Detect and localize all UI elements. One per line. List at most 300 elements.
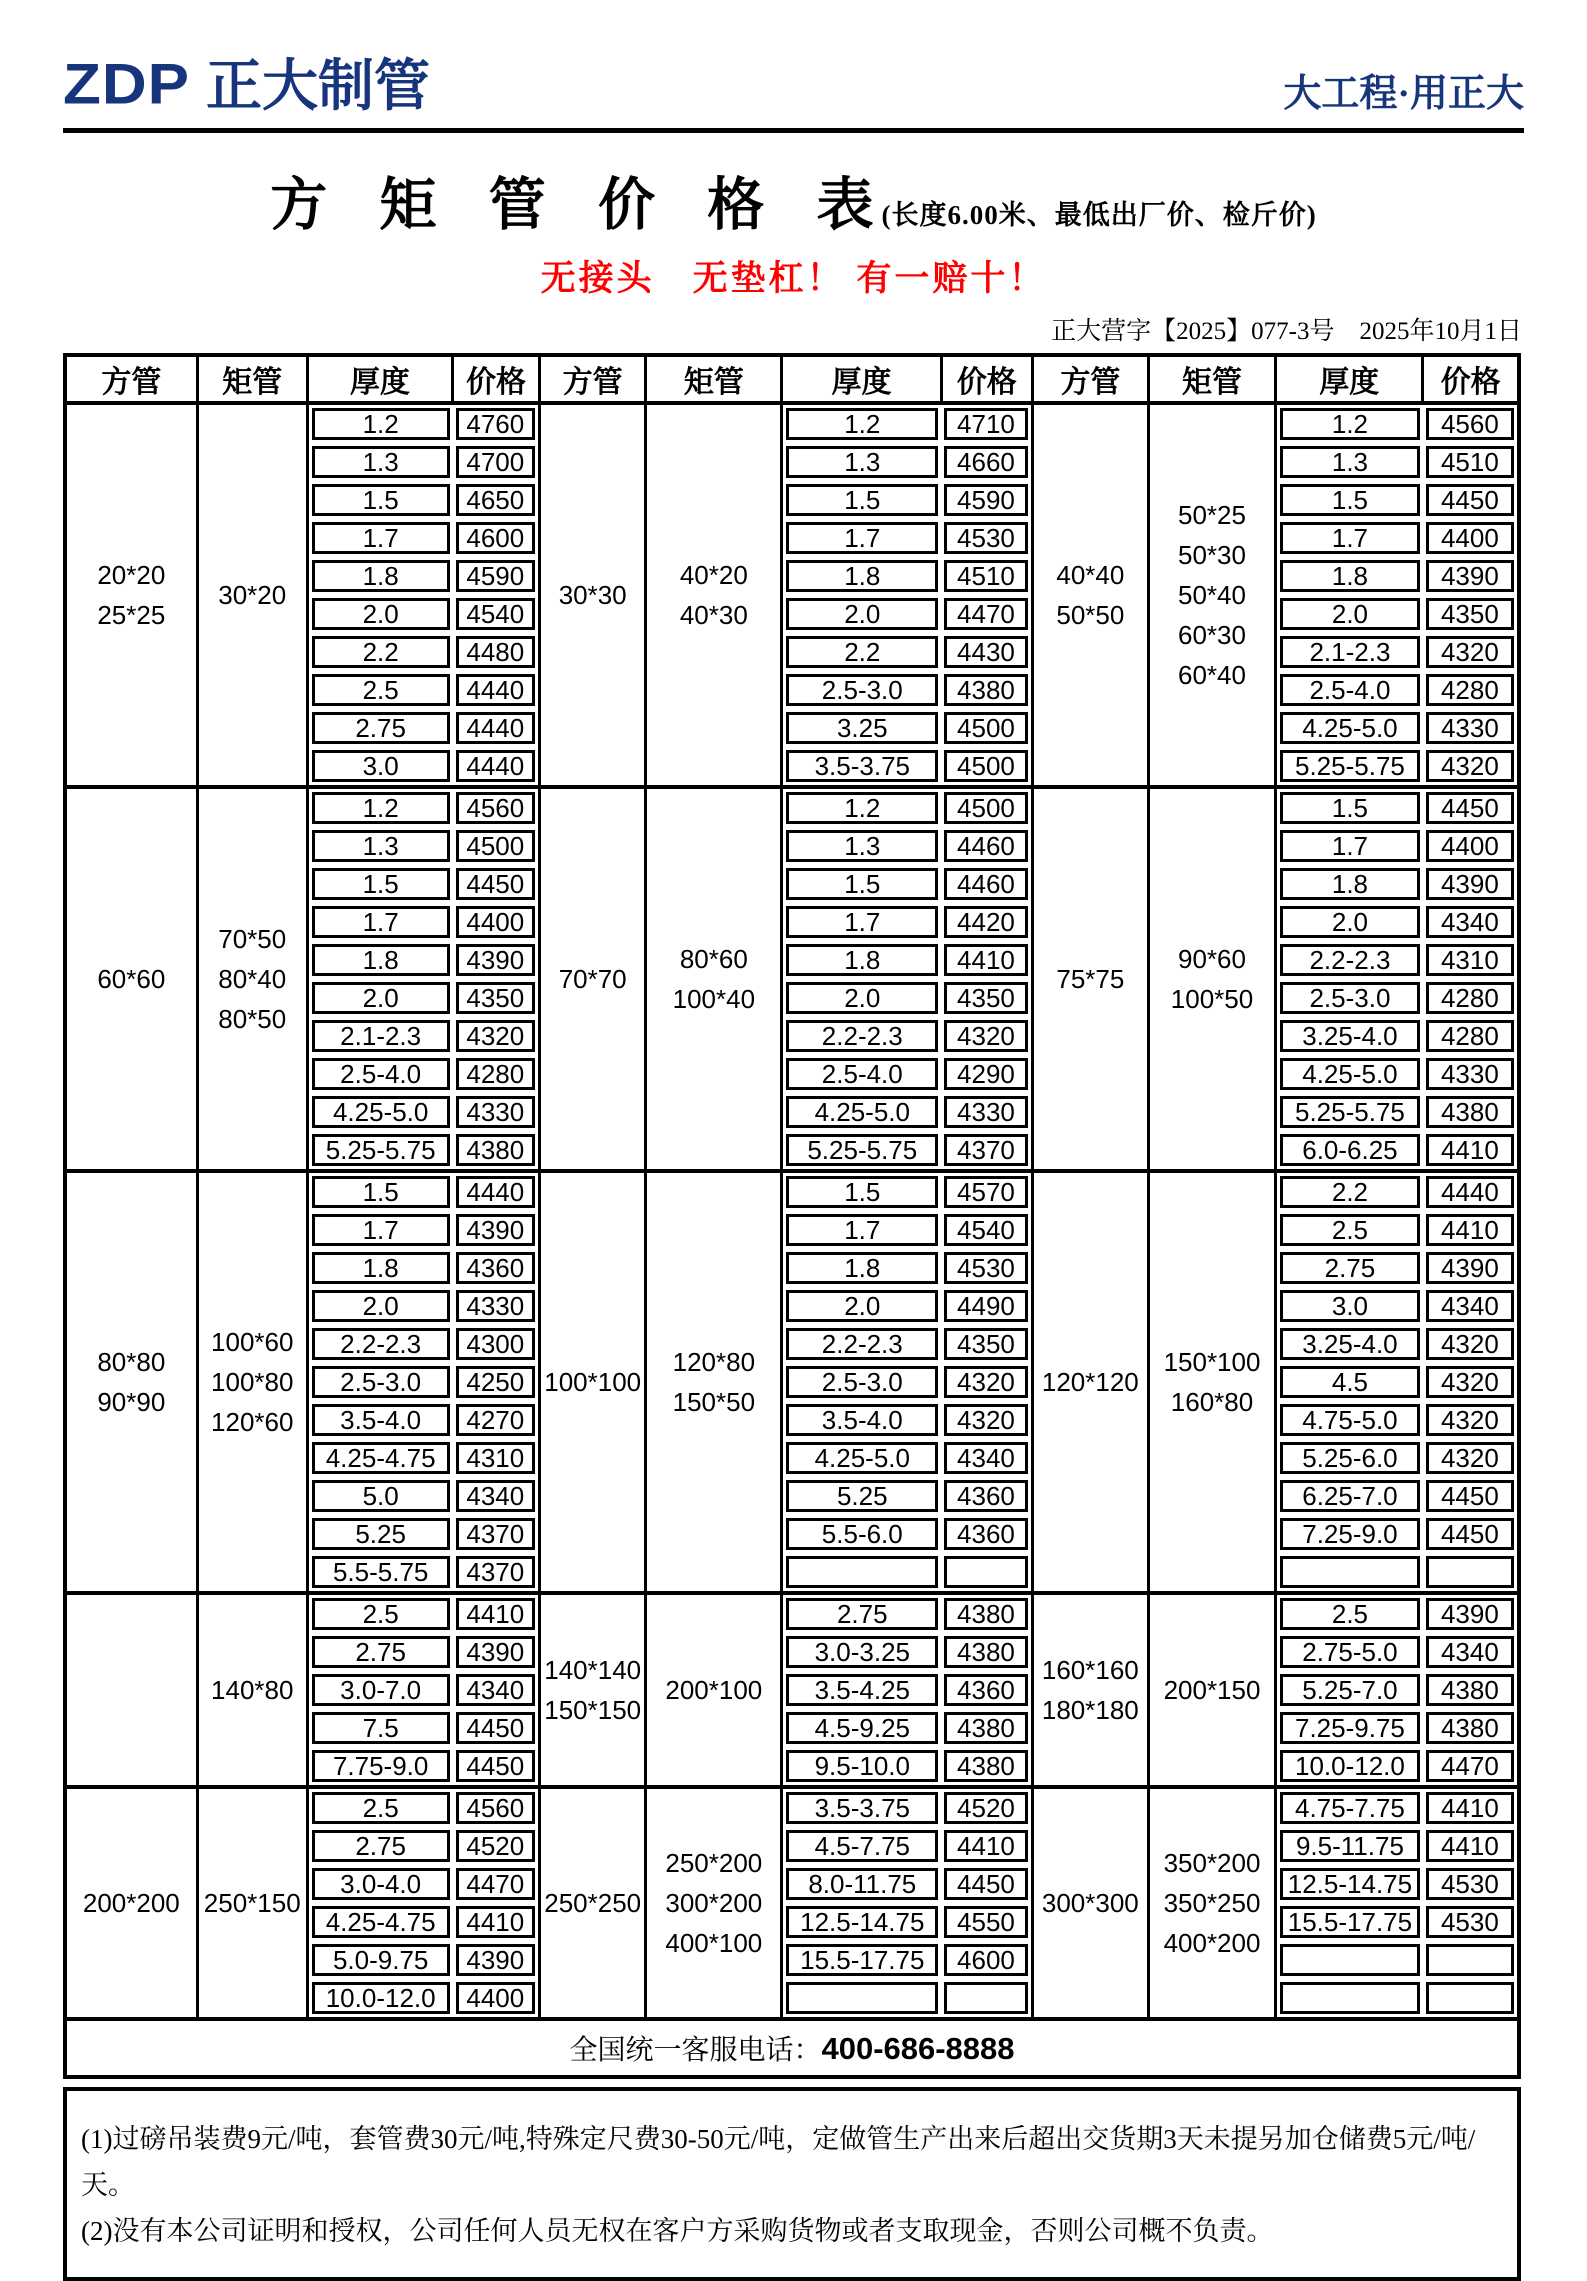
price-cell: 4710 bbox=[941, 403, 1032, 443]
price-cell: 4450 bbox=[1423, 481, 1519, 519]
note-line-2: (2)没有本公司证明和授权，公司任何人员无权在客户方采购货物或者支取现金，否则公司概不负责。 bbox=[81, 2215, 1274, 2246]
thickness-cell: 12.5-14.75 bbox=[1276, 1865, 1423, 1903]
thickness-cell: 2.2-2.3 bbox=[782, 1017, 941, 1055]
square-pipe-cell: 30*30 bbox=[540, 403, 646, 787]
size-band bbox=[65, 1787, 1519, 2019]
price-cell: 4410 bbox=[941, 1827, 1032, 1865]
title-note: (长度6.00米、最低出厂价、检斤价) bbox=[881, 200, 1317, 230]
thickness-cell: 4.25-5.0 bbox=[1276, 709, 1423, 747]
square-pipe-cell: 60*60 bbox=[65, 787, 197, 1171]
square-pipe-cell: 140*140 150*150 bbox=[540, 1593, 646, 1787]
price-cell: 4320 bbox=[1423, 747, 1519, 787]
size-band bbox=[65, 1171, 1519, 1593]
thickness-cell: 2.75 bbox=[307, 1633, 452, 1671]
price-cell: 4560 bbox=[1423, 403, 1519, 443]
thickness-cell: 1.5 bbox=[782, 1171, 941, 1211]
thickness-cell: 1.8 bbox=[782, 1249, 941, 1287]
thickness-cell: 2.75 bbox=[1276, 1249, 1423, 1287]
price-cell: 4500 bbox=[941, 709, 1032, 747]
square-pipe-cell: 300*300 bbox=[1032, 1787, 1148, 2019]
price-cell: 4370 bbox=[453, 1553, 540, 1593]
thickness-cell: 2.5 bbox=[307, 1593, 452, 1633]
price-cell: 4360 bbox=[941, 1515, 1032, 1553]
rect-pipe-cell: 40*20 40*30 bbox=[646, 403, 782, 787]
price-cell: 4360 bbox=[941, 1477, 1032, 1515]
thickness-cell: 5.25-7.0 bbox=[1276, 1671, 1423, 1709]
thickness-cell: 1.7 bbox=[307, 903, 452, 941]
price-cell: 4320 bbox=[941, 1363, 1032, 1401]
price-cell: 4450 bbox=[1423, 1515, 1519, 1553]
thickness-cell: 2.5-3.0 bbox=[1276, 979, 1423, 1017]
price-cell: 4360 bbox=[453, 1249, 540, 1287]
price-cell: 4600 bbox=[453, 519, 540, 557]
price-cell: 4340 bbox=[941, 1439, 1032, 1477]
thickness-cell: 2.0 bbox=[782, 979, 941, 1017]
price-cell: 4530 bbox=[941, 519, 1032, 557]
price-cell: 4380 bbox=[941, 671, 1032, 709]
thickness-cell: 2.0 bbox=[782, 595, 941, 633]
price-cell: 4360 bbox=[941, 1671, 1032, 1709]
price-cell: 4270 bbox=[453, 1401, 540, 1439]
thickness-cell: 3.0-3.25 bbox=[782, 1633, 941, 1671]
thickness-cell: 3.0 bbox=[1276, 1287, 1423, 1325]
price-cell: 4310 bbox=[1423, 941, 1519, 979]
price-cell: 4390 bbox=[453, 1941, 540, 1979]
zdp-logo-icon: ZDP bbox=[63, 52, 190, 117]
table-row bbox=[65, 1171, 1519, 1211]
thickness-cell: 3.5-3.75 bbox=[782, 1787, 941, 1827]
price-cell: 4380 bbox=[941, 1633, 1032, 1671]
rect-pipe-cell: 350*200 350*250 400*200 bbox=[1148, 1787, 1275, 2019]
price-cell: 4590 bbox=[941, 481, 1032, 519]
thickness-cell: 1.5 bbox=[1276, 787, 1423, 827]
price-cell: 4290 bbox=[941, 1055, 1032, 1093]
thickness-cell: 7.25-9.75 bbox=[1276, 1709, 1423, 1747]
price-cell: 4470 bbox=[941, 595, 1032, 633]
price-cell: 4460 bbox=[941, 865, 1032, 903]
price-cell: 4320 bbox=[1423, 633, 1519, 671]
thickness-cell: 1.8 bbox=[307, 1249, 452, 1287]
price-cell: 4400 bbox=[1423, 519, 1519, 557]
price-cell: 4660 bbox=[941, 443, 1032, 481]
price-cell: 4460 bbox=[941, 827, 1032, 865]
price-cell: 4410 bbox=[941, 941, 1032, 979]
thickness-cell: 1.3 bbox=[307, 443, 452, 481]
square-pipe-cell: 100*100 bbox=[540, 1171, 646, 1593]
service-phone-number: 400-686-8888 bbox=[821, 2031, 1015, 2066]
thickness-cell: 2.5-3.0 bbox=[782, 671, 941, 709]
price-cell: 4350 bbox=[1423, 595, 1519, 633]
thickness-cell: 3.0-7.0 bbox=[307, 1671, 452, 1709]
price-cell: 4520 bbox=[941, 1787, 1032, 1827]
rect-pipe-cell: 50*25 50*30 50*40 60*30 60*40 bbox=[1148, 403, 1275, 787]
thickness-cell: 5.25-5.75 bbox=[1276, 747, 1423, 787]
thickness-cell: 1.2 bbox=[307, 403, 452, 443]
table-row bbox=[65, 1787, 1519, 1827]
thickness-cell: 5.25-5.75 bbox=[307, 1131, 452, 1171]
thickness-cell: 1.2 bbox=[1276, 403, 1423, 443]
price-cell: 4440 bbox=[453, 671, 540, 709]
price-cell: 4280 bbox=[1423, 671, 1519, 709]
thickness-cell: 1.7 bbox=[1276, 519, 1423, 557]
thickness-cell: 3.25-4.0 bbox=[1276, 1325, 1423, 1363]
price-cell: 4500 bbox=[941, 747, 1032, 787]
promise-line: 无接头 无垫杠！ 有一赔十！ bbox=[540, 259, 1047, 298]
price-cell bbox=[1423, 1941, 1519, 1979]
price-cell: 4390 bbox=[1423, 1249, 1519, 1287]
thickness-cell: 6.25-7.0 bbox=[1276, 1477, 1423, 1515]
price-cell: 4650 bbox=[453, 481, 540, 519]
price-cell bbox=[941, 1553, 1032, 1593]
rect-pipe-cell: 200*100 bbox=[646, 1593, 782, 1787]
thickness-cell: 1.7 bbox=[782, 903, 941, 941]
price-cell: 4310 bbox=[453, 1439, 540, 1477]
price-cell: 4250 bbox=[453, 1363, 540, 1401]
price-cell: 4320 bbox=[1423, 1325, 1519, 1363]
price-cell: 4380 bbox=[941, 1593, 1032, 1633]
price-cell: 4350 bbox=[453, 979, 540, 1017]
thickness-cell: 2.5 bbox=[307, 1787, 452, 1827]
thickness-cell: 3.0-4.0 bbox=[307, 1865, 452, 1903]
thickness-cell: 10.0-12.0 bbox=[1276, 1747, 1423, 1787]
square-pipe-cell: 120*120 bbox=[1032, 1171, 1148, 1593]
thickness-cell: 2.5-4.0 bbox=[307, 1055, 452, 1093]
price-cell: 4390 bbox=[1423, 557, 1519, 595]
price-cell: 4700 bbox=[453, 443, 540, 481]
price-cell: 4530 bbox=[1423, 1903, 1519, 1941]
price-cell: 4420 bbox=[941, 903, 1032, 941]
column-header: 厚度 bbox=[782, 355, 941, 403]
price-cell: 4390 bbox=[453, 1211, 540, 1249]
column-header: 方管 bbox=[1032, 355, 1148, 403]
column-header: 矩管 bbox=[197, 355, 307, 403]
price-cell bbox=[941, 1979, 1032, 2019]
thickness-cell: 2.5-3.0 bbox=[307, 1363, 452, 1401]
price-cell: 4470 bbox=[453, 1865, 540, 1903]
thickness-cell: 7.25-9.0 bbox=[1276, 1515, 1423, 1553]
column-header: 价格 bbox=[941, 355, 1032, 403]
price-cell: 4320 bbox=[941, 1017, 1032, 1055]
thickness-cell: 5.25-5.75 bbox=[1276, 1093, 1423, 1131]
size-band bbox=[65, 787, 1519, 1171]
thickness-cell: 3.5-4.0 bbox=[307, 1401, 452, 1439]
price-cell: 4380 bbox=[453, 1131, 540, 1171]
price-cell bbox=[1423, 1979, 1519, 2019]
price-cell: 4450 bbox=[453, 1747, 540, 1787]
price-cell: 4330 bbox=[1423, 1055, 1519, 1093]
thickness-cell: 7.75-9.0 bbox=[307, 1747, 452, 1787]
price-table bbox=[63, 353, 1521, 2079]
thickness-cell: 5.25 bbox=[782, 1477, 941, 1515]
thickness-cell: 3.5-4.0 bbox=[782, 1401, 941, 1439]
price-cell: 4510 bbox=[941, 557, 1032, 595]
thickness-cell: 3.5-4.25 bbox=[782, 1671, 941, 1709]
price-cell: 4500 bbox=[941, 787, 1032, 827]
thickness-cell: 2.75 bbox=[782, 1593, 941, 1633]
price-cell: 4450 bbox=[1423, 1477, 1519, 1515]
table-row bbox=[65, 787, 1519, 827]
column-header: 厚度 bbox=[307, 355, 452, 403]
brand-logo bbox=[63, 54, 430, 116]
price-cell: 4490 bbox=[941, 1287, 1032, 1325]
thickness-cell: 2.5-4.0 bbox=[782, 1055, 941, 1093]
thickness-cell: 12.5-14.75 bbox=[782, 1903, 941, 1941]
thickness-cell: 1.5 bbox=[307, 865, 452, 903]
thickness-cell bbox=[782, 1979, 941, 2019]
thickness-cell: 5.25-6.0 bbox=[1276, 1439, 1423, 1477]
price-cell: 4400 bbox=[453, 1979, 540, 2019]
thickness-cell bbox=[782, 1553, 941, 1593]
price-cell: 4320 bbox=[1423, 1363, 1519, 1401]
thickness-cell: 1.7 bbox=[782, 1211, 941, 1249]
service-phone-row bbox=[65, 2019, 1519, 2077]
title-row bbox=[63, 159, 1524, 241]
page-title: 方 矩 管 价 格 表 bbox=[270, 174, 882, 237]
price-cell: 4600 bbox=[941, 1941, 1032, 1979]
square-pipe-cell: 20*20 25*25 bbox=[65, 403, 197, 787]
thickness-cell: 1.8 bbox=[307, 941, 452, 979]
rect-pipe-cell: 90*60 100*50 bbox=[1148, 787, 1275, 1171]
price-cell: 4450 bbox=[453, 1709, 540, 1747]
company-name: 正大制管 bbox=[206, 56, 430, 118]
thickness-cell: 1.5 bbox=[782, 481, 941, 519]
thickness-cell: 1.8 bbox=[1276, 865, 1423, 903]
thickness-cell: 4.25-4.75 bbox=[307, 1903, 452, 1941]
price-cell: 4590 bbox=[453, 557, 540, 595]
rect-pipe-cell: 80*60 100*40 bbox=[646, 787, 782, 1171]
thickness-cell: 15.5-17.75 bbox=[1276, 1903, 1423, 1941]
brand-bar bbox=[63, 54, 1524, 133]
rect-pipe-cell: 100*60 100*80 120*60 bbox=[197, 1171, 307, 1593]
thickness-cell: 1.8 bbox=[782, 557, 941, 595]
price-cell bbox=[1423, 1553, 1519, 1593]
thickness-cell: 1.3 bbox=[1276, 443, 1423, 481]
thickness-cell: 3.0 bbox=[307, 747, 452, 787]
price-cell: 4430 bbox=[941, 633, 1032, 671]
thickness-cell: 1.3 bbox=[782, 443, 941, 481]
thickness-cell: 2.75 bbox=[307, 1827, 452, 1865]
rect-pipe-cell: 70*50 80*40 80*50 bbox=[197, 787, 307, 1171]
price-cell: 4370 bbox=[941, 1131, 1032, 1171]
thickness-cell: 4.25-5.0 bbox=[782, 1439, 941, 1477]
square-pipe-cell bbox=[65, 1593, 197, 1787]
thickness-cell: 2.75-5.0 bbox=[1276, 1633, 1423, 1671]
table-row bbox=[65, 403, 1519, 443]
table-row bbox=[65, 1593, 1519, 1633]
service-phone-label: 全国统一客服电话： bbox=[569, 2035, 822, 2066]
thickness-cell: 1.5 bbox=[782, 865, 941, 903]
thickness-cell: 2.75 bbox=[307, 709, 452, 747]
thickness-cell: 2.0 bbox=[307, 1287, 452, 1325]
column-header: 价格 bbox=[1423, 355, 1519, 403]
thickness-cell: 5.0-9.75 bbox=[307, 1941, 452, 1979]
price-cell: 4450 bbox=[1423, 787, 1519, 827]
thickness-cell: 4.75-7.75 bbox=[1276, 1787, 1423, 1827]
thickness-cell: 5.5-5.75 bbox=[307, 1553, 452, 1593]
thickness-cell: 2.1-2.3 bbox=[307, 1017, 452, 1055]
price-cell: 4440 bbox=[1423, 1171, 1519, 1211]
thickness-cell: 1.8 bbox=[1276, 557, 1423, 595]
price-cell: 4760 bbox=[453, 403, 540, 443]
price-cell: 4390 bbox=[453, 941, 540, 979]
thickness-cell: 1.2 bbox=[782, 403, 941, 443]
price-cell: 4520 bbox=[453, 1827, 540, 1865]
price-cell: 4390 bbox=[1423, 865, 1519, 903]
thickness-cell: 1.7 bbox=[307, 1211, 452, 1249]
thickness-cell: 2.2-2.3 bbox=[782, 1325, 941, 1363]
price-cell: 4300 bbox=[453, 1325, 540, 1363]
rect-pipe-cell: 250*200 300*200 400*100 bbox=[646, 1787, 782, 2019]
price-cell: 4510 bbox=[1423, 443, 1519, 481]
size-band bbox=[65, 403, 1519, 787]
square-pipe-cell: 70*70 bbox=[540, 787, 646, 1171]
thickness-cell: 2.2 bbox=[307, 633, 452, 671]
price-cell: 4340 bbox=[453, 1671, 540, 1709]
price-cell: 4280 bbox=[1423, 1017, 1519, 1055]
doc-number: 正大营字【2025】077-3号 2025年10月1日 bbox=[1051, 318, 1522, 345]
price-cell: 4320 bbox=[1423, 1401, 1519, 1439]
price-cell: 4410 bbox=[453, 1593, 540, 1633]
thickness-cell: 2.2 bbox=[782, 633, 941, 671]
thickness-cell bbox=[1276, 1553, 1423, 1593]
price-cell: 4500 bbox=[453, 827, 540, 865]
thickness-cell: 1.7 bbox=[307, 519, 452, 557]
price-cell: 4330 bbox=[1423, 709, 1519, 747]
thickness-cell: 4.5 bbox=[1276, 1363, 1423, 1401]
price-cell: 4320 bbox=[941, 1401, 1032, 1439]
price-cell: 4480 bbox=[453, 633, 540, 671]
thickness-cell: 3.25-4.0 bbox=[1276, 1017, 1423, 1055]
brand-slogan: 大工程·用正大 bbox=[1283, 73, 1524, 116]
thickness-cell: 4.5-9.25 bbox=[782, 1709, 941, 1747]
price-cell: 4380 bbox=[1423, 1671, 1519, 1709]
column-header: 价格 bbox=[453, 355, 540, 403]
thickness-cell: 3.25 bbox=[782, 709, 941, 747]
thickness-cell: 7.5 bbox=[307, 1709, 452, 1747]
thickness-cell: 5.5-6.0 bbox=[782, 1515, 941, 1553]
square-pipe-cell: 200*200 bbox=[65, 1787, 197, 2019]
square-pipe-cell: 80*80 90*90 bbox=[65, 1171, 197, 1593]
thickness-cell: 9.5-11.75 bbox=[1276, 1827, 1423, 1865]
price-cell: 4330 bbox=[941, 1093, 1032, 1131]
thickness-cell: 4.25-5.0 bbox=[1276, 1055, 1423, 1093]
thickness-cell: 2.0 bbox=[307, 595, 452, 633]
thickness-cell: 2.5-3.0 bbox=[782, 1363, 941, 1401]
thickness-cell: 1.8 bbox=[307, 557, 452, 595]
price-cell: 4280 bbox=[1423, 979, 1519, 1017]
price-cell: 4470 bbox=[1423, 1747, 1519, 1787]
rect-pipe-cell: 140*80 bbox=[197, 1593, 307, 1787]
price-cell: 4410 bbox=[1423, 1787, 1519, 1827]
notes-box bbox=[63, 2087, 1521, 2281]
thickness-cell: 2.2-2.3 bbox=[1276, 941, 1423, 979]
thickness-cell: 2.5 bbox=[1276, 1593, 1423, 1633]
thickness-cell: 2.2-2.3 bbox=[307, 1325, 452, 1363]
price-cell: 4390 bbox=[1423, 1593, 1519, 1633]
thickness-cell: 1.7 bbox=[1276, 827, 1423, 865]
price-cell: 4390 bbox=[453, 1633, 540, 1671]
price-cell: 4350 bbox=[941, 1325, 1032, 1363]
thickness-cell: 1.3 bbox=[307, 827, 452, 865]
price-cell: 4330 bbox=[453, 1093, 540, 1131]
price-cell: 4380 bbox=[941, 1709, 1032, 1747]
thickness-cell: 3.5-3.75 bbox=[782, 747, 941, 787]
thickness-cell: 2.0 bbox=[307, 979, 452, 1017]
column-header: 厚度 bbox=[1276, 355, 1423, 403]
price-cell: 4410 bbox=[1423, 1211, 1519, 1249]
price-cell: 4540 bbox=[453, 595, 540, 633]
column-header: 矩管 bbox=[646, 355, 782, 403]
price-cell: 4400 bbox=[453, 903, 540, 941]
thickness-cell: 1.2 bbox=[307, 787, 452, 827]
thickness-cell: 8.0-11.75 bbox=[782, 1865, 941, 1903]
price-cell: 4450 bbox=[941, 1865, 1032, 1903]
rect-pipe-cell: 250*150 bbox=[197, 1787, 307, 2019]
price-cell: 4400 bbox=[1423, 827, 1519, 865]
rect-pipe-cell: 30*20 bbox=[197, 403, 307, 787]
price-cell: 4450 bbox=[453, 865, 540, 903]
table-header-row bbox=[65, 355, 1519, 403]
price-cell: 4560 bbox=[453, 1787, 540, 1827]
thickness-cell: 5.25 bbox=[307, 1515, 452, 1553]
thickness-cell: 1.2 bbox=[782, 787, 941, 827]
price-cell: 4340 bbox=[1423, 1633, 1519, 1671]
price-cell: 4570 bbox=[941, 1171, 1032, 1211]
thickness-cell: 9.5-10.0 bbox=[782, 1747, 941, 1787]
thickness-cell: 4.5-7.75 bbox=[782, 1827, 941, 1865]
thickness-cell: 1.5 bbox=[307, 1171, 452, 1211]
price-cell: 4320 bbox=[1423, 1439, 1519, 1477]
thickness-cell bbox=[1276, 1979, 1423, 2019]
price-cell: 4550 bbox=[941, 1903, 1032, 1941]
rect-pipe-cell: 200*150 bbox=[1148, 1593, 1275, 1787]
price-cell: 4440 bbox=[453, 1171, 540, 1211]
rect-pipe-cell: 120*80 150*50 bbox=[646, 1171, 782, 1593]
price-cell: 4380 bbox=[1423, 1709, 1519, 1747]
price-cell: 4380 bbox=[941, 1747, 1032, 1787]
price-cell: 4380 bbox=[1423, 1093, 1519, 1131]
rect-pipe-cell: 150*100 160*80 bbox=[1148, 1171, 1275, 1593]
thickness-cell: 4.25-5.0 bbox=[307, 1093, 452, 1131]
thickness-cell: 1.7 bbox=[782, 519, 941, 557]
thickness-cell: 2.2 bbox=[1276, 1171, 1423, 1211]
price-cell: 4340 bbox=[453, 1477, 540, 1515]
price-cell: 4340 bbox=[1423, 903, 1519, 941]
thickness-cell: 10.0-12.0 bbox=[307, 1979, 452, 2019]
price-cell: 4330 bbox=[453, 1287, 540, 1325]
price-cell: 4350 bbox=[941, 979, 1032, 1017]
thickness-cell bbox=[1276, 1941, 1423, 1979]
thickness-cell: 2.5-4.0 bbox=[1276, 671, 1423, 709]
price-cell: 4410 bbox=[453, 1903, 540, 1941]
price-cell: 4410 bbox=[1423, 1827, 1519, 1865]
thickness-cell: 1.8 bbox=[782, 941, 941, 979]
price-cell: 4410 bbox=[1423, 1131, 1519, 1171]
price-cell: 4540 bbox=[941, 1211, 1032, 1249]
price-cell: 4530 bbox=[1423, 1865, 1519, 1903]
thickness-cell: 1.3 bbox=[782, 827, 941, 865]
thickness-cell: 2.0 bbox=[1276, 903, 1423, 941]
price-cell: 4280 bbox=[453, 1055, 540, 1093]
square-pipe-cell: 40*40 50*50 bbox=[1032, 403, 1148, 787]
thickness-cell: 2.1-2.3 bbox=[1276, 633, 1423, 671]
column-header: 矩管 bbox=[1148, 355, 1275, 403]
thickness-cell: 1.5 bbox=[1276, 481, 1423, 519]
note-line-1: (1)过磅吊装费9元/吨，套管费30元/吨,特殊定尺费30-50元/吨，定做管生产出来后超出交货期3天未提另加仓储费5元/吨/天。 bbox=[81, 2124, 1476, 2200]
price-cell: 4560 bbox=[453, 787, 540, 827]
size-band bbox=[65, 1593, 1519, 1787]
price-cell: 4530 bbox=[941, 1249, 1032, 1287]
